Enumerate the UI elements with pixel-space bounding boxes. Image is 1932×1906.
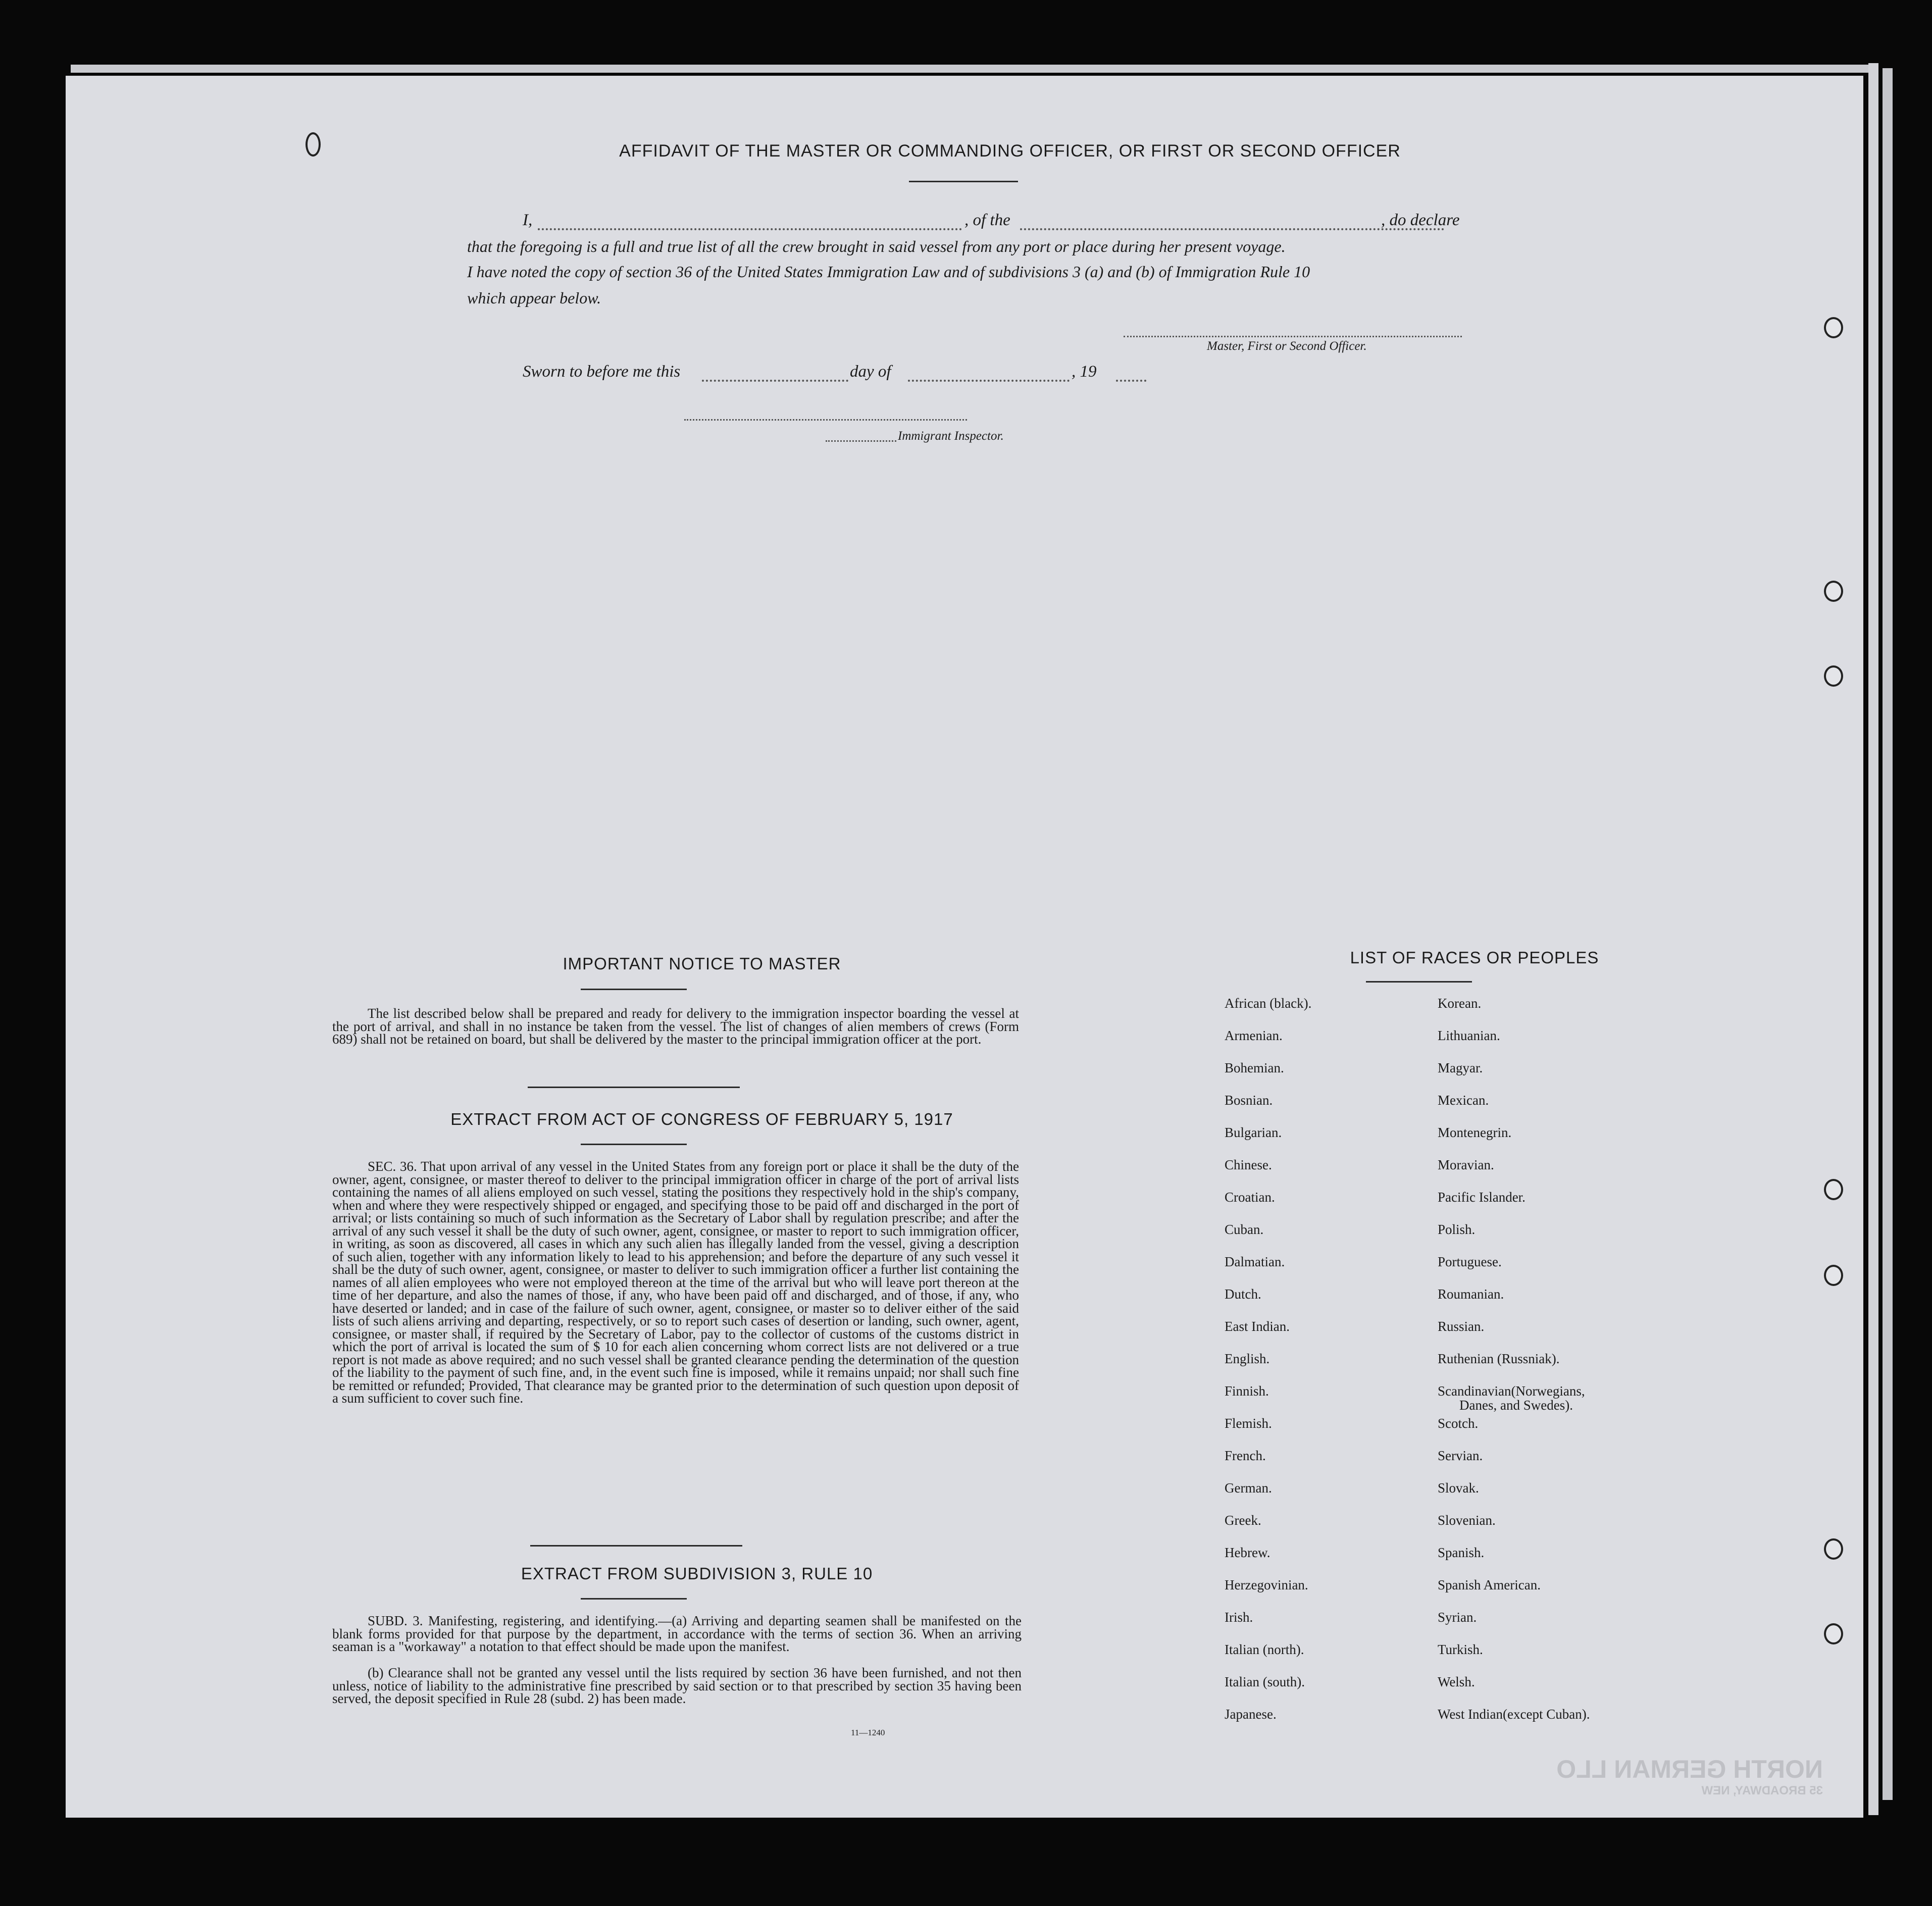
race-entry: African (black). bbox=[1225, 996, 1312, 1011]
race-entry: Spanish. bbox=[1438, 1545, 1485, 1560]
sworn-text: Sworn to before me this bbox=[523, 363, 681, 381]
race-entry: French. bbox=[1225, 1448, 1266, 1463]
form-number: 11—1240 bbox=[851, 1728, 885, 1737]
race-entry: Scandinavian(Norwegians, bbox=[1438, 1383, 1585, 1399]
race-entry: Italian (south). bbox=[1225, 1674, 1305, 1689]
race-entry: Italian (north). bbox=[1225, 1642, 1304, 1657]
affidavit-line1-i: I, bbox=[523, 211, 533, 229]
affidavit-title-rule bbox=[909, 181, 1018, 182]
race-entry: Welsh. bbox=[1438, 1674, 1475, 1689]
affidavit-line4: which appear below. bbox=[467, 289, 601, 307]
race-entry: Chinese. bbox=[1225, 1157, 1272, 1172]
race-entry: Bulgarian. bbox=[1225, 1125, 1282, 1140]
binder-hole bbox=[1824, 1179, 1843, 1200]
document-page bbox=[66, 76, 1863, 1818]
race-entry: Greek. bbox=[1225, 1513, 1261, 1528]
binder-hole bbox=[1824, 1623, 1843, 1644]
rule-subd-a-text: SUBD. 3. Manifesting, registering, and identifying.—(a) Arriving and departing seamen shall be manifested on the blank forms provided for that purpose by the department, in accordance with the terms of section 36. When an arriving seaman is a "workaway" a notation to that effect should be made upon the manifest. bbox=[332, 1613, 1022, 1654]
crew-officer-name-blank bbox=[538, 228, 962, 230]
race-entry: Scotch. bbox=[1438, 1416, 1479, 1431]
race-entry: West Indian(except Cuban). bbox=[1438, 1707, 1590, 1722]
race-entry: Pacific Islander. bbox=[1438, 1190, 1526, 1205]
binder-hole bbox=[1824, 1538, 1843, 1560]
notice-divider bbox=[528, 1087, 740, 1088]
sworn-day-blank bbox=[702, 380, 848, 382]
sworn-year-prefix: , 19 bbox=[1072, 363, 1097, 381]
inspector-label: Immigrant Inspector. bbox=[898, 429, 1004, 443]
inspector-label-leader bbox=[826, 440, 896, 442]
race-entry: East Indian. bbox=[1225, 1319, 1290, 1334]
races-title: LIST OF RACES OR PEOPLES bbox=[1350, 948, 1599, 967]
race-entry: Flemish. bbox=[1225, 1416, 1272, 1431]
sworn-year-blank bbox=[1116, 380, 1146, 382]
sworn-day-of: day of bbox=[850, 363, 891, 381]
race-entry: Bosnian. bbox=[1225, 1093, 1273, 1108]
sheet-edge-right bbox=[1868, 63, 1878, 1815]
race-entry: Magyar. bbox=[1438, 1060, 1483, 1075]
race-entry: Slovenian. bbox=[1438, 1513, 1496, 1528]
race-entry: Armenian. bbox=[1225, 1028, 1283, 1043]
races-title-rule bbox=[1366, 981, 1472, 983]
race-entry: Herzegovinian. bbox=[1225, 1577, 1308, 1592]
race-entry: Japanese. bbox=[1225, 1707, 1277, 1722]
binder-mark bbox=[306, 132, 321, 157]
race-entry: Dalmatian. bbox=[1225, 1254, 1285, 1269]
binder-hole bbox=[1824, 1265, 1843, 1286]
act-title-rule bbox=[581, 1144, 687, 1145]
vessel-name-blank bbox=[1020, 228, 1444, 230]
binder-hole bbox=[1824, 665, 1843, 687]
race-entry: Roumanian. bbox=[1438, 1286, 1504, 1302]
notice-title: IMPORTANT NOTICE TO MASTER bbox=[563, 954, 841, 973]
affidavit-line2: that the foregoing is a full and true list of all the crew brought in said vessel from any port or place during her present voyage. bbox=[467, 237, 1286, 255]
race-entry: Moravian. bbox=[1438, 1157, 1494, 1172]
act-section-36-text: SEC. 36. That upon arrival of any vessel in the United States from any foreign port or place it shall be the duty of the owner, agent, consignee, or master thereof to deliver to the principal immigration officer in charge of the port of arrival lists containing the names of all aliens employed on such vessel, stating the positions they respectively hold in the ship's company, when and where they were respectively shipped or engaged, and specifying those to be paid off and discharged in the port of arrival; or lists containing so much of such information as the Secretary of Labor shall by regulation prescribe; and after the arrival of any such vessel it shall be the duty of such owner, agent, consignee, or master to report to such immigration officer, in writing, as soon as discovered, all cases in which any such alien has illegally landed from the vessel, giving a description of such alien, together with any information likely to lead to his apprehension; and before the departure of any such vessel it shall be the duty of such owner, agent, consignee, or master to deliver to such immigration officer a further list containing the names of all alien employees who were not employed thereon at the time of the arrival but who will leave port thereon at the time of her departure, and also the names of those, if any, who have been paid off and discharged, and of those, if any, who have deserted or landed; and in case of the failure of such owner, agent, consignee, or master so to deliver either of the said lists of such aliens arriving and departing, respectively, or so to report such cases of desertion or landing, such owner, agent, consignee, or master shall, if required by the Secretary of Labor, pay to the collector of customs of the customs district in which the port of arrival is located the sum of $ 10 for each alien concerning whom correct lists are not delivered or a true report is not made as above required; and no such vessel shall be granted clearance pending the determination of the question of the liability to the payment of such fine, and, in the event such fine is imposed, while it remains unpaid; nor shall such fine be remitted or refunded; Provided, That clearance may be granted prior to the determination of such question upon deposit of a sum sufficient to cover such fine. bbox=[332, 1159, 1019, 1406]
sheet-edge-top bbox=[71, 65, 1868, 73]
binder-hole bbox=[1824, 317, 1843, 338]
sheet-edge-right-2 bbox=[1883, 68, 1893, 1800]
race-entry-continuation: Danes, and Swedes). bbox=[1459, 1398, 1573, 1413]
race-entry: Slovak. bbox=[1438, 1480, 1479, 1496]
act-divider bbox=[530, 1545, 742, 1547]
notice-text: The list described below shall be prepared and ready for delivery to the immigration inspector boarding the vessel at the port of arrival, and shall in no instance be taken from the vessel. The list of changes of alien members of crews (Form 689) shall not be retained on board, but shall be delivered by the master to the principal immigration officer at the port. bbox=[332, 1006, 1019, 1047]
binder-hole bbox=[1824, 581, 1843, 602]
notice-title-rule bbox=[581, 989, 687, 990]
race-entry: Dutch. bbox=[1225, 1286, 1261, 1302]
inspector-signature-line bbox=[684, 419, 967, 421]
race-entry: Syrian. bbox=[1438, 1610, 1477, 1625]
affidavit-line1-of-the: , of the bbox=[964, 211, 1010, 229]
sworn-month-blank bbox=[908, 380, 1070, 382]
act-title: EXTRACT FROM ACT OF CONGRESS OF FEBRUARY 5, 1917 bbox=[450, 1110, 953, 1128]
race-entry: Hebrew. bbox=[1225, 1545, 1270, 1560]
race-entry: Mexican. bbox=[1438, 1093, 1489, 1108]
race-entry: Cuban. bbox=[1225, 1222, 1264, 1237]
race-entry: Portuguese. bbox=[1438, 1254, 1502, 1269]
master-signature-line bbox=[1124, 336, 1462, 337]
rule-title: EXTRACT FROM SUBDIVISION 3, RULE 10 bbox=[521, 1564, 873, 1583]
race-entry: Spanish American. bbox=[1438, 1577, 1541, 1592]
affidavit-line1-declare: , do declare bbox=[1381, 211, 1460, 229]
race-entry: Montenegrin. bbox=[1438, 1125, 1512, 1140]
affidavit-line3: I have noted the copy of section 36 of the United States Immigration Law and of subdivisions 3 (a) and (b) of Immigration Rule 10 bbox=[467, 263, 1310, 281]
race-entry: English. bbox=[1225, 1351, 1270, 1366]
affidavit-title: AFFIDAVIT OF THE MASTER OR COMMANDING OFFICER, OR FIRST OR SECOND OFFICER bbox=[619, 141, 1401, 161]
stamp-line-2: 35 BROADWAY, NEW bbox=[1701, 1784, 1823, 1797]
race-entry: Irish. bbox=[1225, 1610, 1253, 1625]
race-entry: Ruthenian (Russniak). bbox=[1438, 1351, 1560, 1366]
race-entry: German. bbox=[1225, 1480, 1272, 1496]
race-entry: Servian. bbox=[1438, 1448, 1483, 1463]
race-entry: Bohemian. bbox=[1225, 1060, 1284, 1075]
race-entry: Russian. bbox=[1438, 1319, 1485, 1334]
rule-subd-b-text: (b) Clearance shall not be granted any vessel until the lists required by section 36 have been furnished, and not then unless, notice of liability to the administrative fine prescribed by said section or to that prescribed by section 35 having been served, the deposit specified in Rule 28 (subd. 2) has been made. bbox=[332, 1665, 1022, 1706]
race-entry: Croatian. bbox=[1225, 1190, 1275, 1205]
race-entry: Polish. bbox=[1438, 1222, 1476, 1237]
race-entry: Lithuanian. bbox=[1438, 1028, 1500, 1043]
race-entry: Korean. bbox=[1438, 996, 1482, 1011]
race-entry: Finnish. bbox=[1225, 1383, 1269, 1399]
stamp-line-1: NORTH GERMAN LLO bbox=[1556, 1755, 1823, 1783]
rule-title-rule bbox=[581, 1598, 687, 1600]
master-signature-label: Master, First or Second Officer. bbox=[1207, 339, 1367, 353]
race-entry: Turkish. bbox=[1438, 1642, 1483, 1657]
shipping-line-stamp bbox=[1540, 1755, 1823, 1810]
